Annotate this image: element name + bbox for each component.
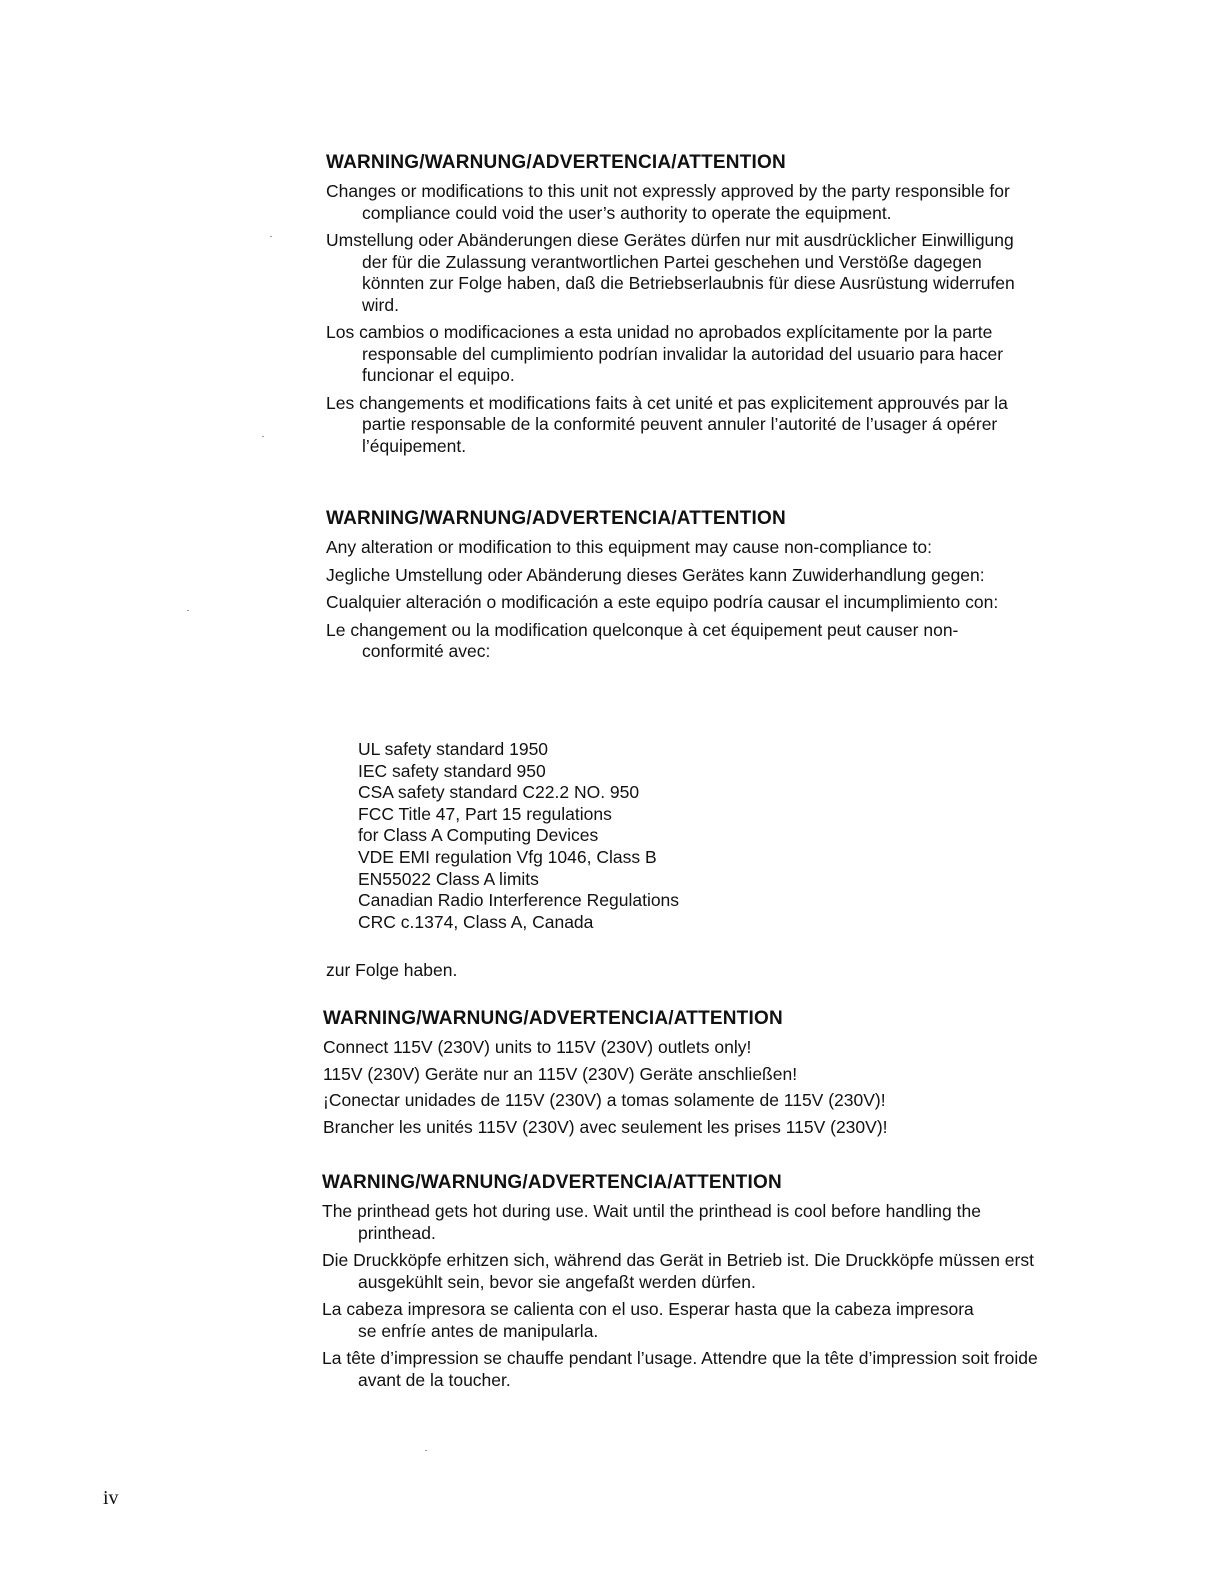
warning-paragraph-en: Changes or modifications to this unit not expressly approved by the party responsible for compliance could void the user’s authority to operate the equipment. — [326, 181, 1010, 223]
warning-line-es: ¡Conectar unidades de 115V (230V) a tomas solamente de 115V (230V)! — [323, 1090, 886, 1110]
scan-speck — [270, 236, 272, 237]
scan-speck — [262, 436, 264, 437]
warning-section-modifications — [326, 151, 1041, 463]
standards-list-item: Canadian Radio Interference Regulations — [358, 890, 680, 911]
warning-line-fr: Brancher les unités 115V (230V) avec seulement les prises 115V (230V)! — [323, 1116, 888, 1137]
warning-heading: WARNING/WARNUNG/ADVERTENCIA/ATTENTION — [323, 1008, 783, 1029]
warning-section-compliance — [326, 507, 1041, 669]
warning-paragraph-fr: La tête d’impression se chauffe pendant l’usage. Attendre que la tête d’impression soit froide avant de la toucher. — [322, 1348, 1038, 1390]
standards-list-item: CRC c.1374, Class A, Canada — [358, 911, 594, 932]
warning-heading: WARNING/WARNUNG/ADVERTENCIA/ATTENTION — [326, 508, 786, 529]
warning-section-printhead — [322, 1171, 1042, 1397]
warning-paragraph-de: Die Druckköpfe erhitzen sich, während das Gerät in Betrieb ist. Die Druckköpfe müssen erst ausgekühlt sein, bevor sie angefaßt werden dürfen. — [322, 1250, 1034, 1292]
warning-paragraph-en: Any alteration or modification to this equipment may cause non-compliance to: — [326, 537, 933, 557]
standards-list — [358, 739, 679, 933]
warning-heading: WARNING/WARNUNG/ADVERTENCIA/ATTENTION — [326, 152, 786, 173]
warning-section-voltage — [323, 1007, 1043, 1143]
warning-paragraph-de: Jegliche Umstellung oder Abänderung dieses Gerätes kann Zuwiderhandlung gegen: — [326, 564, 985, 585]
warning-paragraph-en: The printhead gets hot during use. Wait until the printhead is cool before handling the printhead. — [322, 1201, 981, 1243]
warning-heading: WARNING/WARNUNG/ADVERTENCIA/ATTENTION — [322, 1172, 782, 1193]
closing-text: zur Folge haben. — [326, 960, 458, 980]
scan-speck — [187, 610, 189, 611]
warning-line-en: Connect 115V (230V) units to 115V (230V) outlets only! — [323, 1037, 752, 1057]
standards-list-item: IEC safety standard 950 — [358, 760, 546, 781]
standards-list-item: FCC Title 47, Part 15 regulations — [358, 803, 612, 824]
warning-paragraph-fr: Les changements et modifications faits à cet unité et pas explicitement approuvés par la partie responsable de la conformité peuvent annuler l’autorité de l’usager á opérer l’équipement. — [326, 392, 1008, 456]
warning-line-de: 115V (230V) Geräte nur an 115V (230V) Geräte anschließen! — [323, 1063, 798, 1084]
page-number: iv — [103, 1487, 119, 1509]
standards-list-item: for Class A Computing Devices — [358, 825, 599, 846]
warning-paragraph-de: Umstellung oder Abänderungen diese Gerätes dürfen nur mit ausdrücklicher Einwilligung der für die Zulassung verantwortlichen Partei geschehen und Verstöße dagegen könnten zur Folge haben, daß die Betriebserlaubnis für diese Ausrüstung widerrufen wird. — [326, 230, 1015, 315]
standards-list-item: VDE EMI regulation Vfg 1046, Class B — [358, 846, 657, 867]
standards-list-item: CSA safety standard C22.2 NO. 950 — [358, 782, 640, 803]
standards-list-item: UL safety standard 1950 — [358, 739, 549, 759]
scan-speck — [425, 1450, 427, 1451]
warning-paragraph-es: Los cambios o modificaciones a esta unidad no aprobados explícitamente por la parte responsable del cumplimiento podrían invalidar la autoridad del usuario para hacer funcionar el equipo. — [326, 322, 1004, 385]
warning-paragraph-fr: Le changement ou la modification quelconque à cet équipement peut causer non-conformité avec: — [326, 619, 959, 661]
warning-paragraph-es: La cabeza impresora se calienta con el uso. Esperar hasta que la cabeza impresora se enfríe antes de manipularla. — [322, 1299, 974, 1341]
standards-list-item: EN55022 Class A limits — [358, 868, 539, 889]
warning-paragraph-es: Cualquier alteración o modificación a este equipo podría causar el incumplimiento con: — [326, 592, 999, 612]
